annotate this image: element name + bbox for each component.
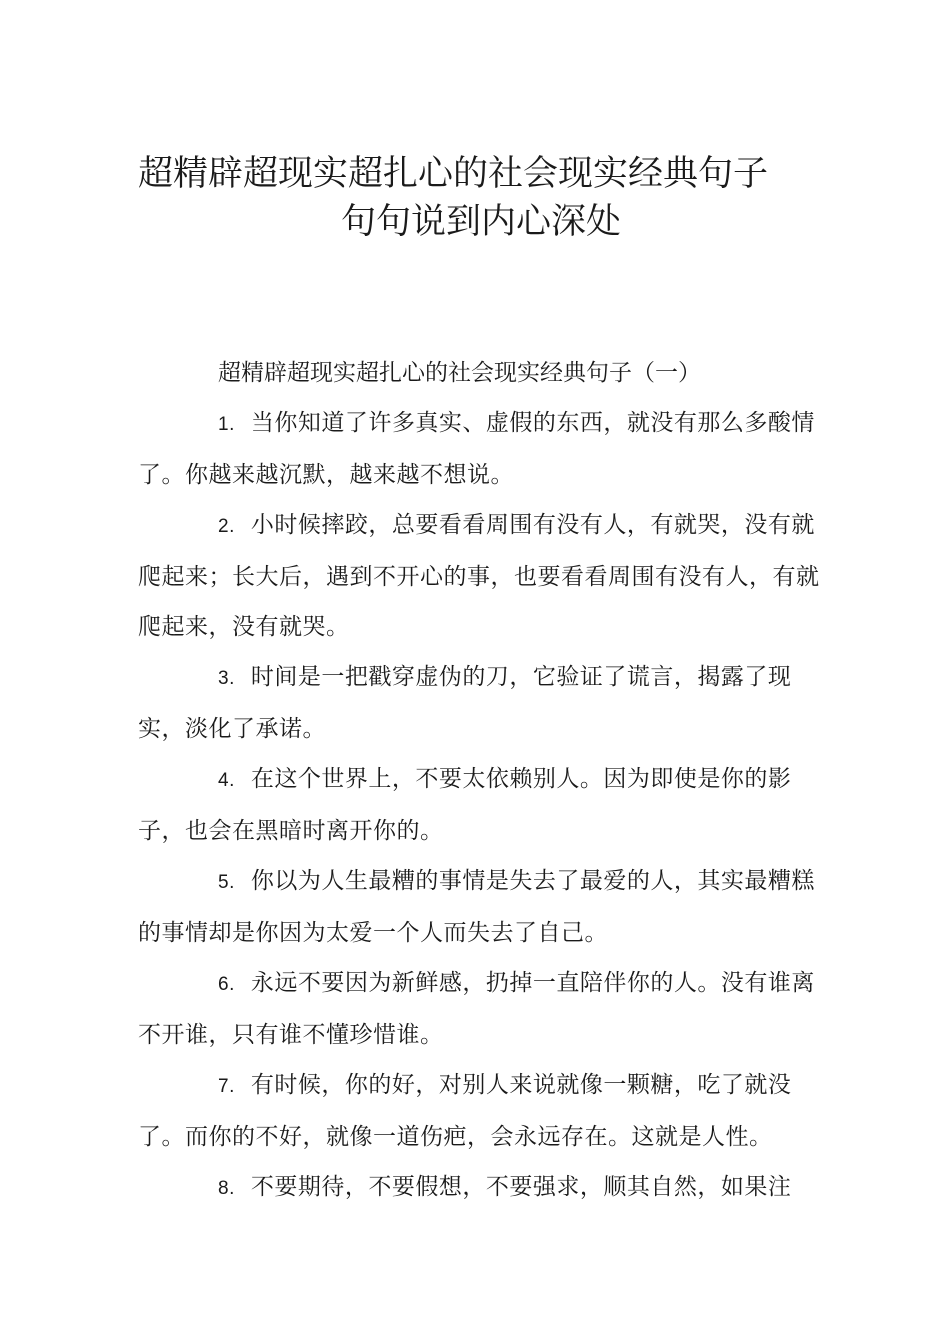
item-text: 不要期待，不要假想，不要强求，顺其自然，如果注	[250, 1174, 792, 1200]
list-item	[138, 500, 838, 652]
item-text: 永远不要因为新鲜感，扔掉一直陪伴你的人。没有谁离不开谁，只有谁不懂珍惜谁。	[138, 970, 815, 1048]
item-number: 7.	[218, 1076, 235, 1097]
item-number: 1.	[218, 414, 235, 435]
list-item	[138, 398, 838, 500]
list-item	[138, 856, 838, 958]
list-item	[138, 754, 838, 856]
document-body	[138, 348, 838, 1214]
item-text: 小时候摔跤，总要看看周围有没有人，有就哭，没有就爬起来；长大后，遇到不开心的事，也要看看周围有没有人，有就爬起来，没有就哭。	[138, 512, 820, 640]
item-number: 2.	[218, 516, 235, 537]
item-number: 6.	[218, 974, 235, 995]
item-text: 在这个世界上，不要太依赖别人。因为即使是你的影子，也会在黑暗时离开你的。	[138, 766, 792, 844]
list-item	[138, 1162, 838, 1214]
item-number: 8.	[218, 1178, 235, 1199]
item-number: 5.	[218, 872, 235, 893]
list-item	[138, 958, 838, 1060]
list-item	[138, 652, 838, 754]
item-text: 时间是一把戳穿虚伪的刀，它验证了谎言，揭露了现实，淡化了承诺。	[138, 664, 792, 742]
item-number: 4.	[218, 770, 235, 791]
item-text: 你以为人生最糟的事情是失去了最爱的人，其实最糟糕的事情却是你因为太爱一个人而失去了自己。	[138, 868, 815, 946]
section-heading: 超精辟超现实超扎心的社会现实经典句子（一）	[218, 360, 701, 386]
document-title-line-1: 超精辟超现实超扎心的社会现实经典句子	[138, 154, 769, 194]
item-text: 有时候，你的好，对别人来说就像一颗糖，吃了就没了。而你的不好，就像一道伤疤，会永远存在。这就是人性。	[138, 1072, 792, 1150]
item-text: 当你知道了许多真实、虚假的东西，就没有那么多酸情了。你越来越沉默，越来越不想说。	[138, 410, 815, 488]
document-title-line-2: 句句说到内心深处	[341, 202, 622, 242]
list-item	[138, 1060, 838, 1162]
item-number: 3.	[218, 668, 235, 689]
